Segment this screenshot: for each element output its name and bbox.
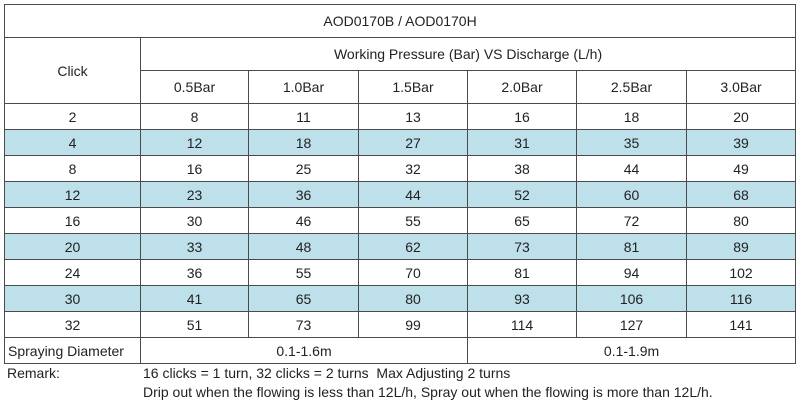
click-cell: 4: [5, 130, 141, 156]
pressure-group-header: Working Pressure (Bar) VS Discharge (L/h): [141, 38, 796, 71]
diameter-low-value: 0.1-1.6m: [141, 338, 468, 364]
discharge-cell: 48: [249, 234, 359, 260]
pressure-header: 2.5Bar: [577, 71, 687, 104]
discharge-cell: 30: [141, 208, 249, 234]
discharge-cell: 102: [687, 260, 796, 286]
discharge-cell: 52: [468, 182, 577, 208]
click-header: Click: [5, 38, 141, 104]
discharge-cell: 23: [141, 182, 249, 208]
discharge-cell: 127: [577, 312, 687, 338]
discharge-cell: 51: [141, 312, 249, 338]
discharge-cell: 114: [468, 312, 577, 338]
discharge-cell: 65: [249, 286, 359, 312]
discharge-cell: 89: [687, 234, 796, 260]
discharge-cell: 60: [577, 182, 687, 208]
discharge-cell: 62: [359, 234, 468, 260]
click-cell: 30: [5, 286, 141, 312]
discharge-cell: 70: [359, 260, 468, 286]
discharge-cell: 20: [687, 104, 796, 130]
discharge-spec-table: [4, 4, 796, 364]
discharge-cell: 16: [141, 156, 249, 182]
discharge-cell: 38: [468, 156, 577, 182]
discharge-cell: 25: [249, 156, 359, 182]
discharge-cell: 36: [249, 182, 359, 208]
table-row: [5, 156, 796, 182]
table-row: [5, 208, 796, 234]
discharge-cell: 81: [577, 234, 687, 260]
discharge-cell: 73: [249, 312, 359, 338]
discharge-cell: 106: [577, 286, 687, 312]
discharge-cell: 41: [141, 286, 249, 312]
discharge-cell: 44: [577, 156, 687, 182]
click-cell: 2: [5, 104, 141, 130]
discharge-cell: 33: [141, 234, 249, 260]
pressure-header: 2.0Bar: [468, 71, 577, 104]
discharge-cell: 72: [577, 208, 687, 234]
click-cell: 8: [5, 156, 141, 182]
discharge-cell: 73: [468, 234, 577, 260]
discharge-cell: 99: [359, 312, 468, 338]
table-row: [5, 286, 796, 312]
discharge-cell: 18: [249, 130, 359, 156]
diameter-label: Spraying Diameter: [5, 338, 141, 364]
discharge-cell: 27: [359, 130, 468, 156]
click-cell: 20: [5, 234, 141, 260]
table-row: [5, 130, 796, 156]
discharge-cell: 8: [141, 104, 249, 130]
discharge-cell: 39: [687, 130, 796, 156]
discharge-cell: 32: [359, 156, 468, 182]
discharge-cell: 31: [468, 130, 577, 156]
discharge-cell: 80: [359, 286, 468, 312]
remark-line-2: Drip out when the flowing is less than 12L/h, Spray out when the flowing is more than 12L/h.: [143, 384, 713, 400]
pressure-header: 0.5Bar: [141, 71, 249, 104]
discharge-cell: 46: [249, 208, 359, 234]
pressure-header: 1.5Bar: [359, 71, 468, 104]
click-cell: 16: [5, 208, 141, 234]
click-cell: 32: [5, 312, 141, 338]
remark-label: Remark:: [7, 365, 60, 381]
discharge-cell: 49: [687, 156, 796, 182]
table-row: [5, 260, 796, 286]
discharge-cell: 13: [359, 104, 468, 130]
discharge-cell: 12: [141, 130, 249, 156]
diameter-row: [5, 338, 796, 364]
discharge-cell: 141: [687, 312, 796, 338]
discharge-cell: 68: [687, 182, 796, 208]
pressure-header: 3.0Bar: [687, 71, 796, 104]
discharge-cell: 93: [468, 286, 577, 312]
discharge-cell: 35: [577, 130, 687, 156]
click-cell: 24: [5, 260, 141, 286]
remark-line-1: 16 clicks = 1 turn, 32 clicks = 2 turns Max Adjusting 2 turns: [143, 365, 511, 381]
table-title: AOD0170B / AOD0170H: [5, 5, 796, 38]
table-row: [5, 234, 796, 260]
discharge-cell: 65: [468, 208, 577, 234]
discharge-cell: 116: [687, 286, 796, 312]
discharge-cell: 94: [577, 260, 687, 286]
discharge-cell: 81: [468, 260, 577, 286]
discharge-cell: 55: [359, 208, 468, 234]
discharge-cell: 44: [359, 182, 468, 208]
discharge-cell: 55: [249, 260, 359, 286]
diameter-high-value: 0.1-1.9m: [468, 338, 796, 364]
discharge-cell: 36: [141, 260, 249, 286]
discharge-cell: 16: [468, 104, 577, 130]
discharge-cell: 80: [687, 208, 796, 234]
discharge-cell: 18: [577, 104, 687, 130]
discharge-cell: 11: [249, 104, 359, 130]
click-cell: 12: [5, 182, 141, 208]
pressure-header: 1.0Bar: [249, 71, 359, 104]
table-row: [5, 312, 796, 338]
table-row: [5, 182, 796, 208]
table-row: [5, 104, 796, 130]
